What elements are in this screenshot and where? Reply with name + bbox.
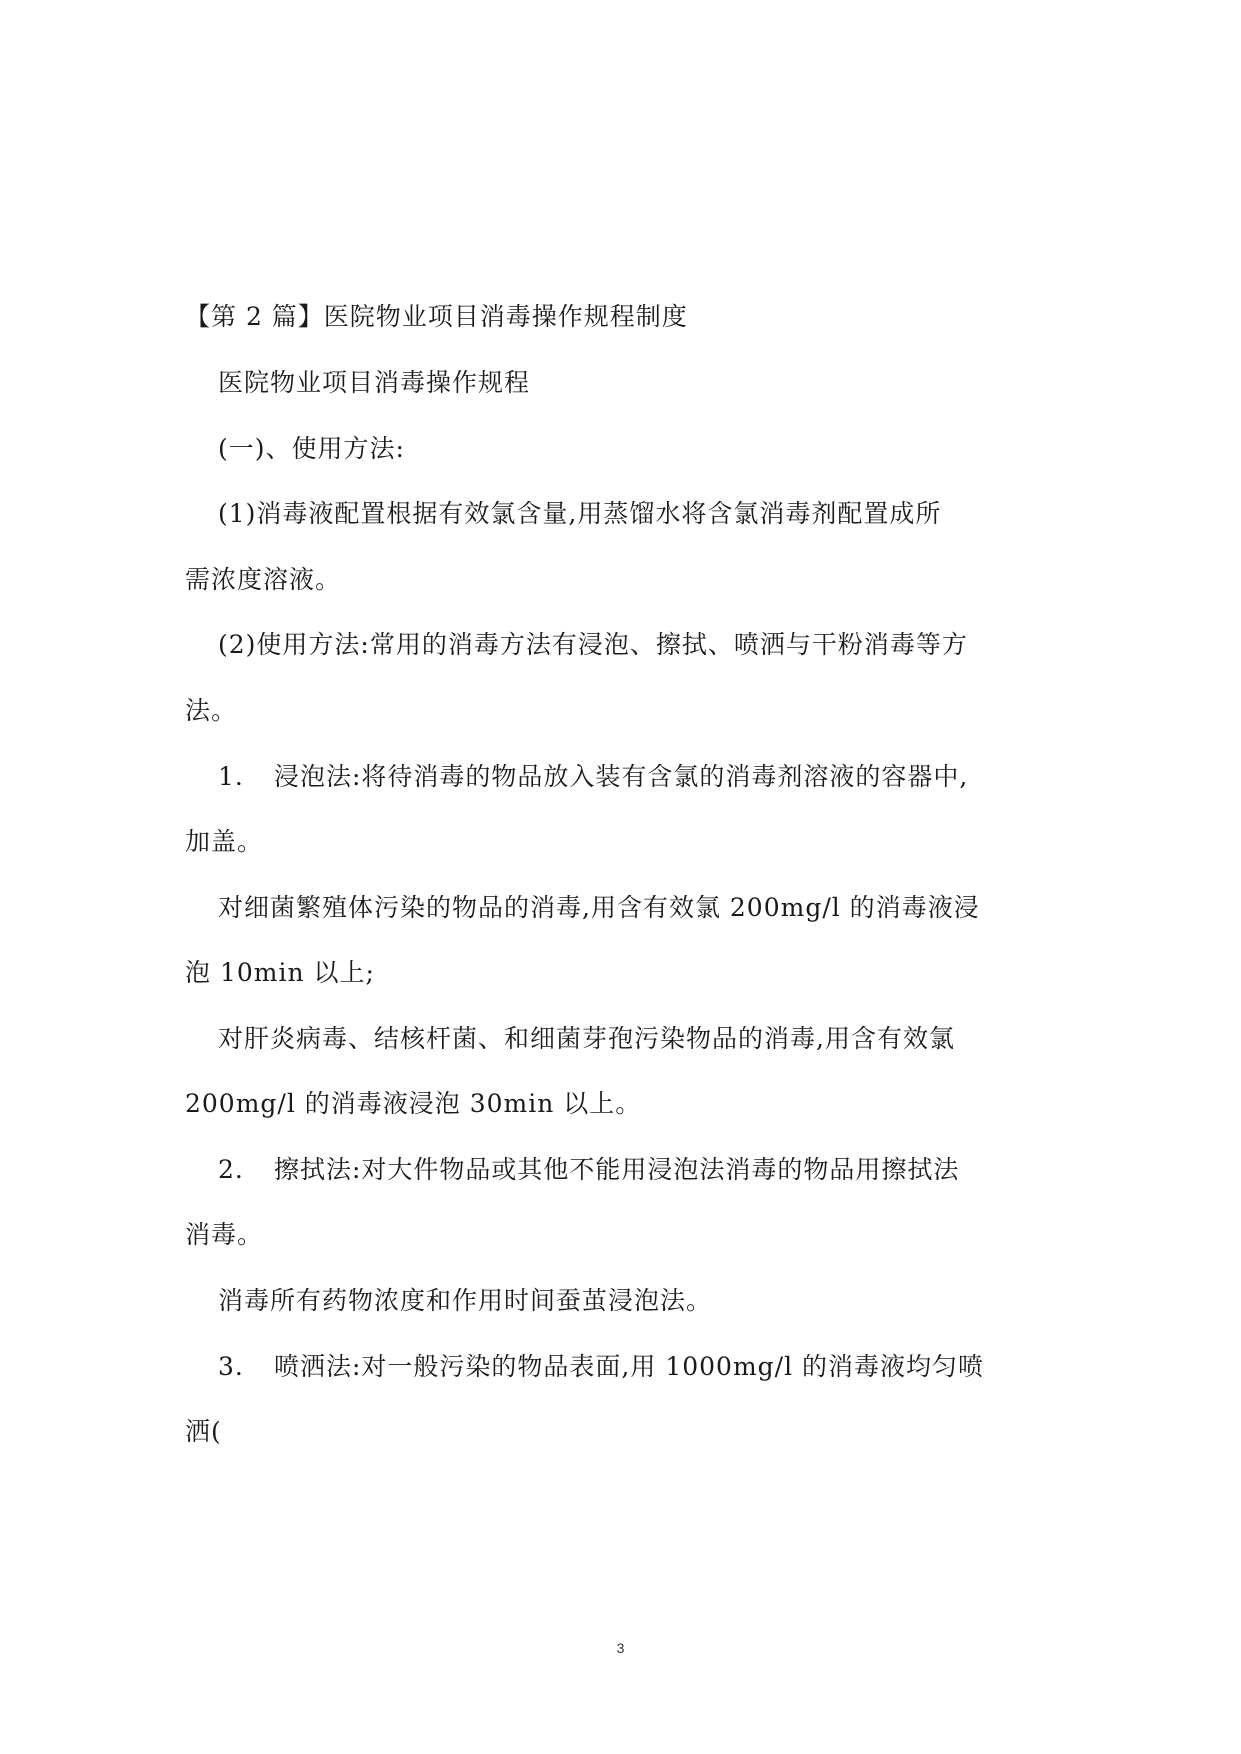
item-2-line-1: (2)使用方法:常用的消毒方法有浸泡、擦拭、喷洒与干粉消毒等方: [218, 630, 968, 659]
paragraph-a-line-1: 对细菌繁殖体污染的物品的消毒,用含有效氯 200mg/l 的消毒液浸: [218, 893, 980, 922]
paragraph-b-line-2: 200mg/l 的消毒液浸泡 30min 以上。: [185, 1089, 642, 1118]
method-3-text: 喷洒法:对一般污染的物品表面,用 1000mg/l 的消毒液均匀喷: [274, 1352, 985, 1381]
item-1-line-1: (1)消毒液配置根据有效氯含量,用蒸馏水将含氯消毒剂配置成所: [218, 499, 942, 528]
item-1-line-2: 需浓度溶液。: [185, 565, 342, 594]
page-number: 3: [616, 1640, 625, 1656]
method-1-line-2: 加盖。: [185, 827, 264, 856]
document-heading: 【第 2 篇】医院物业项目消毒操作规程制度: [185, 302, 688, 331]
paragraph-b-line-1: 对肝炎病毒、结核杆菌、和细菌芽孢污染物品的消毒,用含有效氯: [218, 1024, 955, 1053]
method-2-number: 2.: [218, 1155, 244, 1184]
section-heading-usage: (一)、使用方法:: [218, 434, 405, 463]
method-1-line-1: [218, 760, 968, 794]
method-2-line-2: 消毒。: [185, 1220, 264, 1249]
method-3-line-2: 洒(: [185, 1417, 222, 1446]
item-2-line-2: 法。: [185, 696, 238, 725]
paragraph-c: 消毒所有药物浓度和作用时间蚕茧浸泡法。: [218, 1286, 713, 1315]
method-2-text: 擦拭法:对大件物品或其他不能用浸泡法消毒的物品用擦拭法: [274, 1155, 960, 1184]
method-1-number: 1.: [218, 762, 244, 791]
paragraph-a-line-2: 泡 10min 以上;: [185, 958, 375, 987]
document-subtitle: 医院物业项目消毒操作规程: [218, 368, 531, 397]
method-1-text: 浸泡法:将待消毒的物品放入装有含氯的消毒剂溶液的容器中,: [274, 762, 969, 791]
method-3-number: 3.: [218, 1352, 244, 1381]
method-2-line-1: [218, 1153, 959, 1187]
method-3-line-1: [218, 1350, 984, 1384]
